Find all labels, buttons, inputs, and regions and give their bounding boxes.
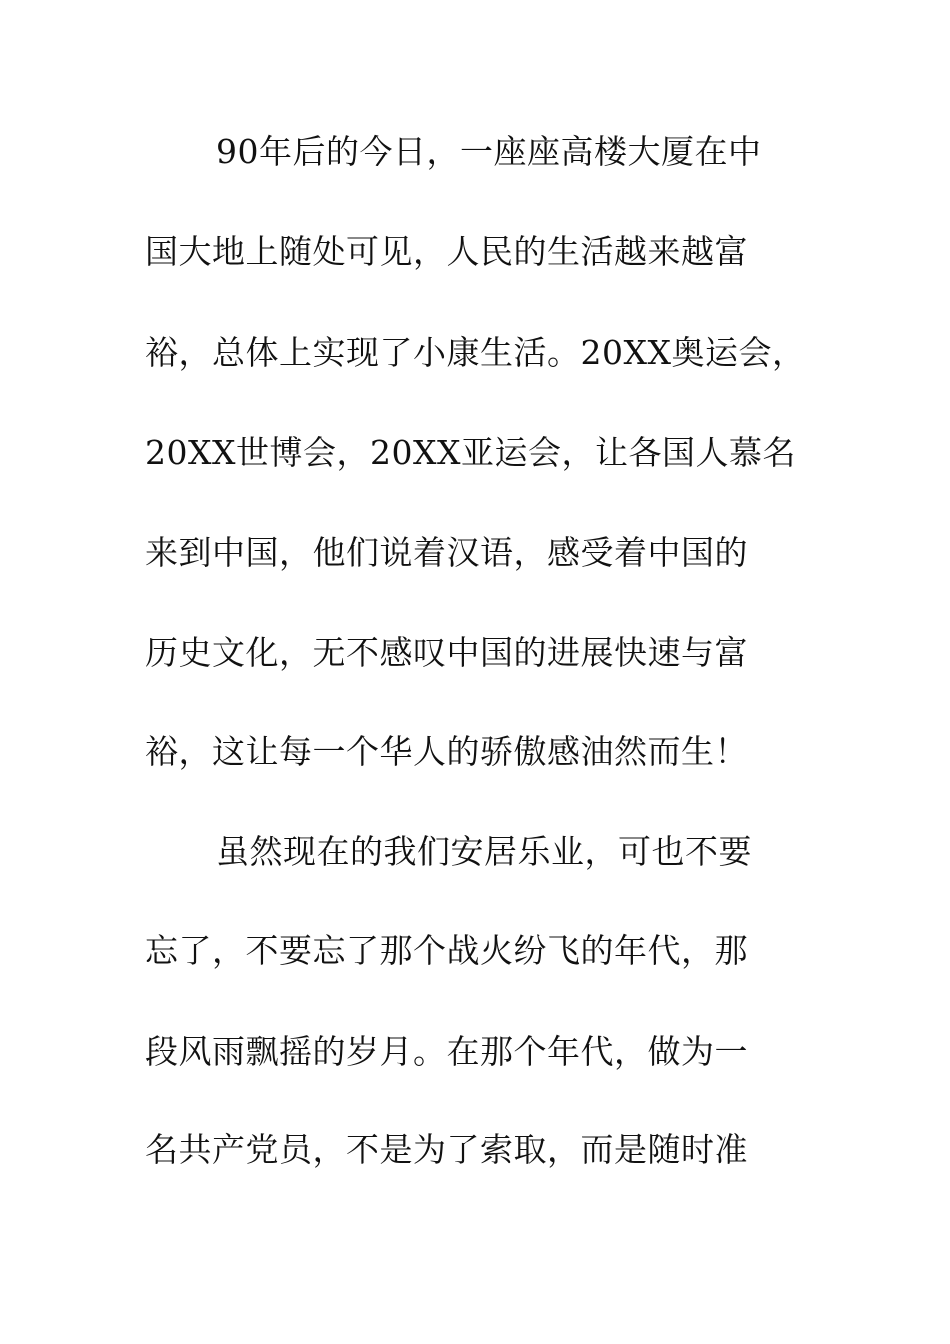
paragraph-1-line-3: 裕，总体上实现了小康生活。20XX奥运会， [145, 333, 806, 372]
paragraph-1-line-2: 国大地上随处可见，人民的生活越来越富 [145, 232, 748, 271]
paragraph-1-line-5: 来到中国，他们说着汉语，感受着中国的 [145, 533, 748, 572]
paragraph-1-line-7: 裕，这让每一个华人的骄傲感油然而生！ [145, 732, 748, 771]
paragraph-2-line-4: 名共产党员，不是为了索取，而是随时准 [145, 1130, 748, 1169]
paragraph-1-line-6: 历史文化，无不感叹中国的进展快速与富 [145, 633, 748, 672]
paragraph-2-line-2: 忘了，不要忘了那个战火纷飞的年代，那 [145, 931, 748, 970]
paragraph-1-line-1: 90年后的今日，一座座高楼大厦在中 [216, 132, 762, 171]
paragraph-1-line-4: 20XX世博会，20XX亚运会，让各国人慕名 [145, 433, 796, 472]
paragraph-2-line-1: 虽然现在的我们安居乐业，可也不要 [216, 832, 752, 871]
paragraph-2-line-3: 段风雨飘摇的岁月。在那个年代，做为一 [145, 1032, 748, 1071]
